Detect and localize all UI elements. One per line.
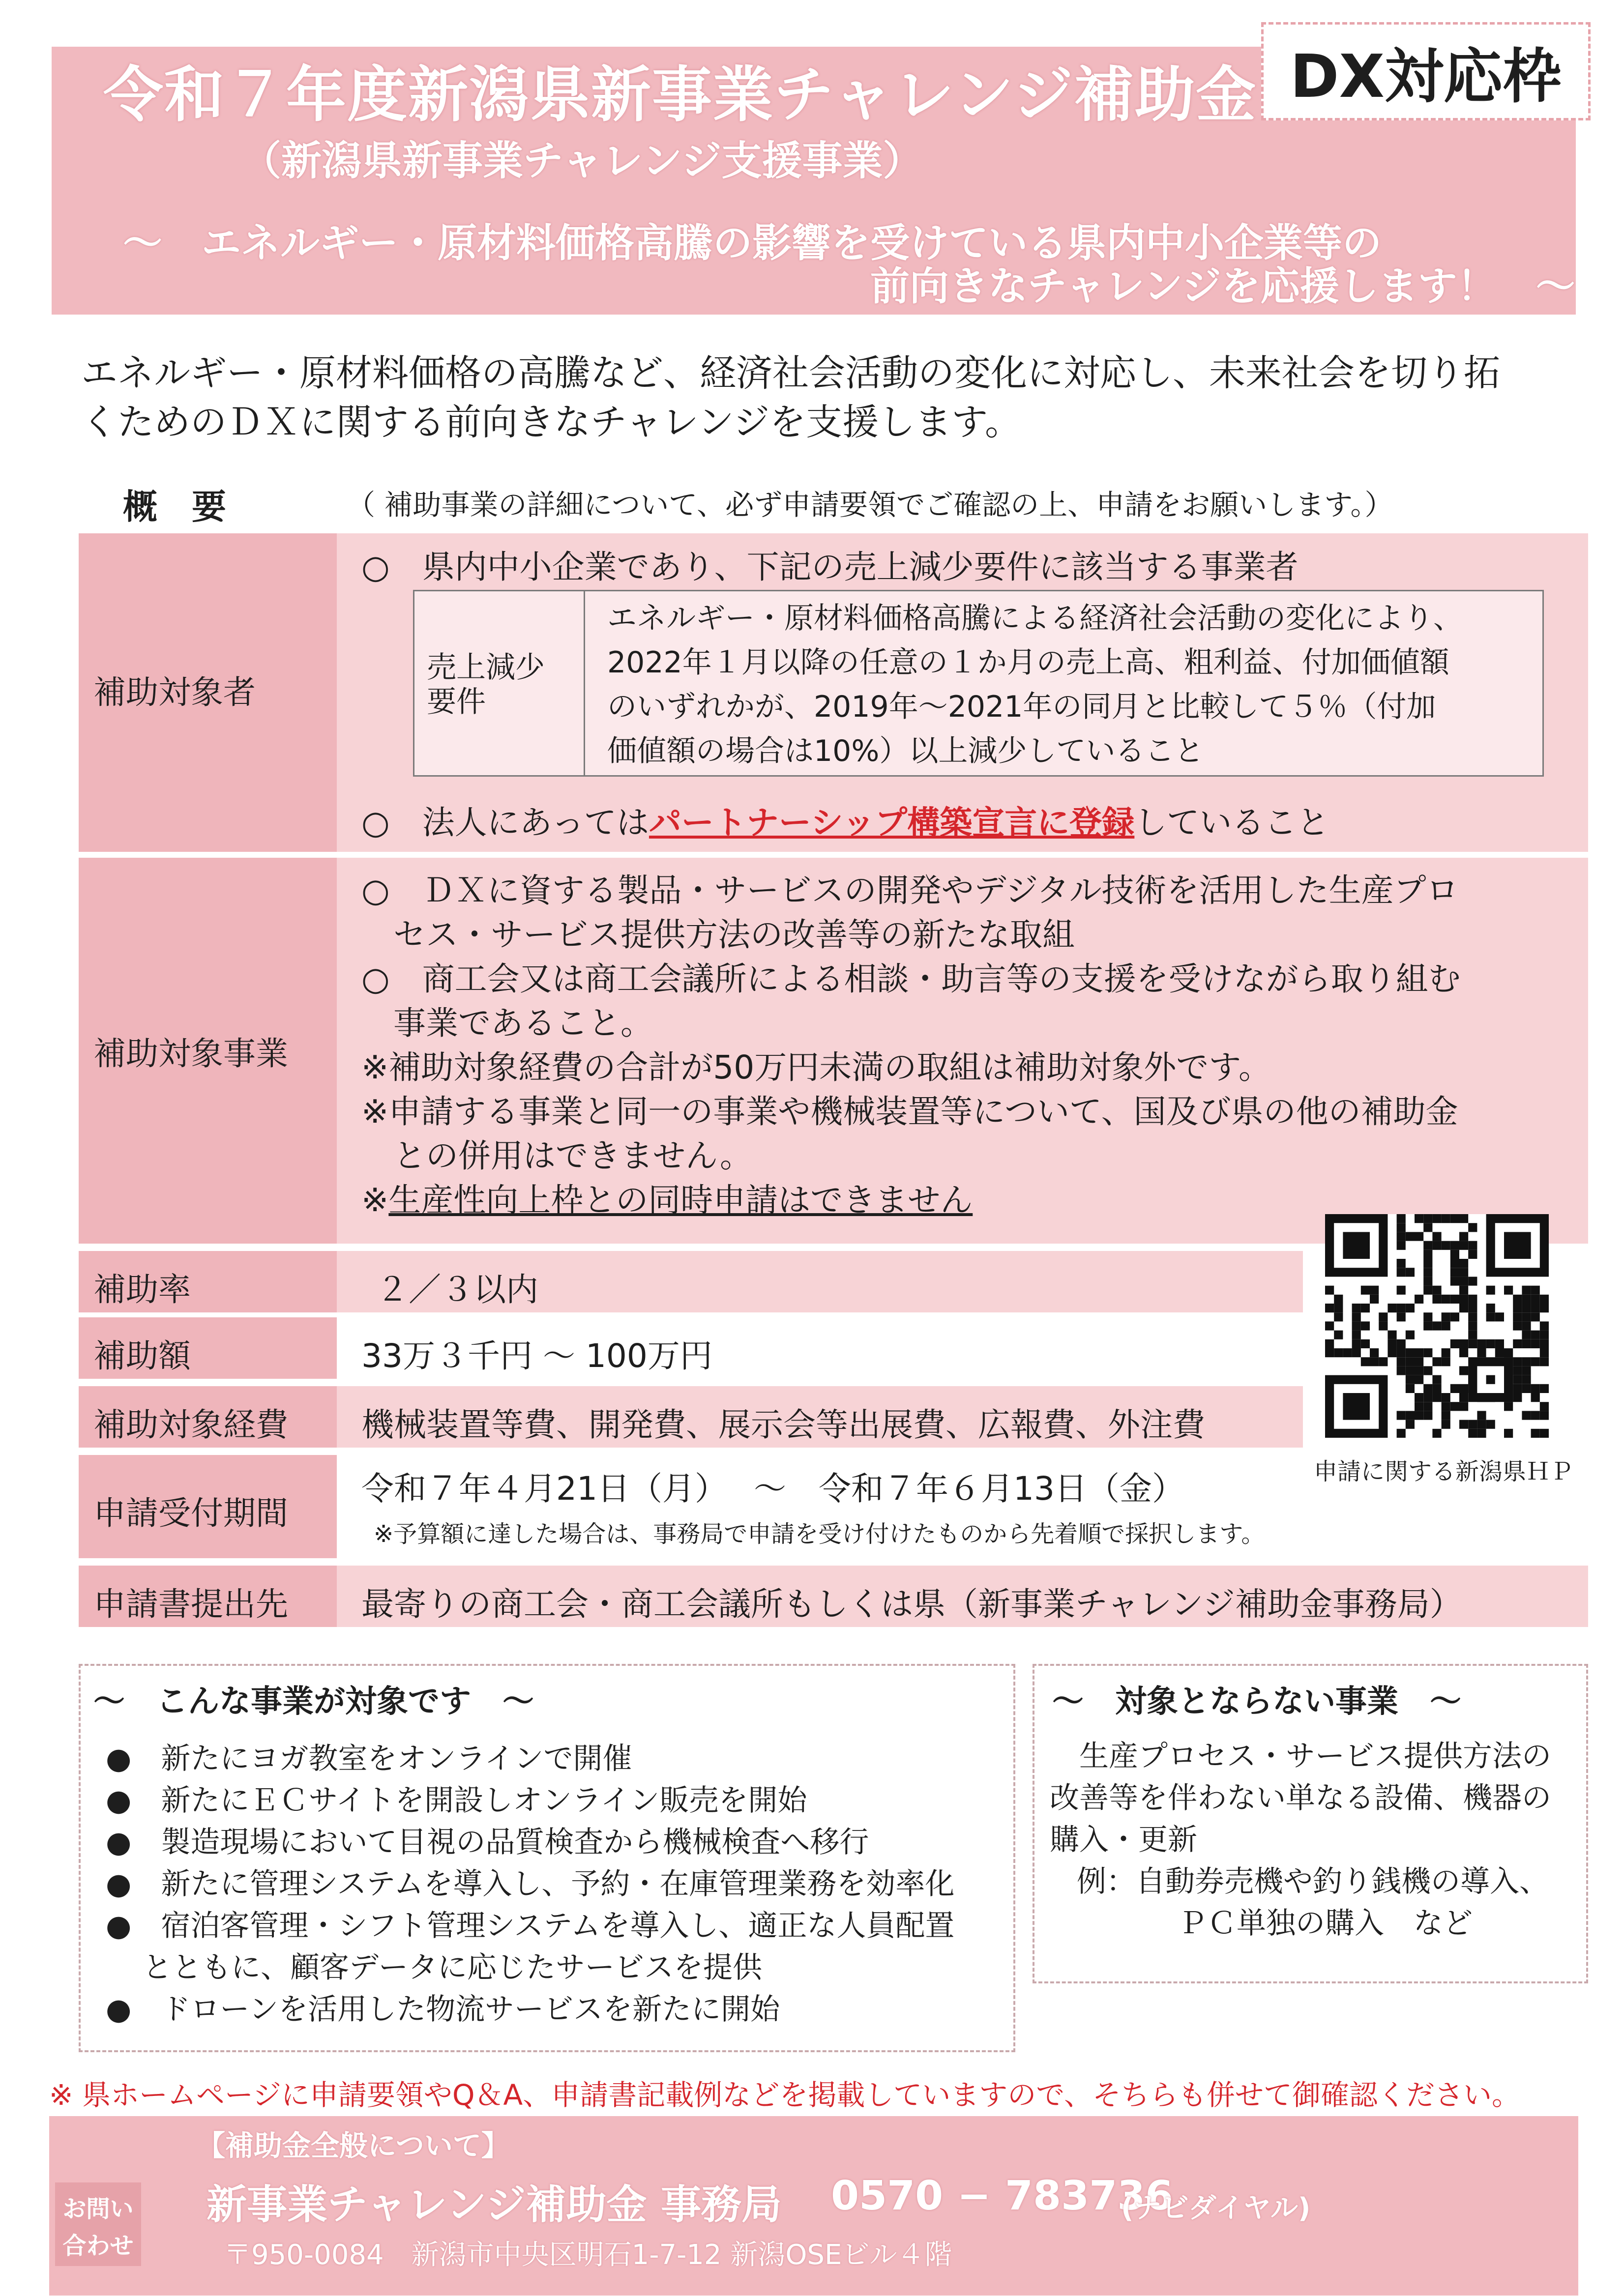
eligible-example-2: ● 新たにＥＣサイトを開設しオンライン販売を開始 [106, 1783, 807, 1818]
amount-value: 33万３千円 ～ 100万円 [361, 1337, 712, 1375]
label-submit: 申請書提出先 [93, 1585, 288, 1623]
outline-note: （ 補助事業の詳細について、必ず申請要領でご確認の上、申請をお願いします。） [347, 488, 1393, 522]
contact-topic: 【補助金全般について】 [197, 2129, 510, 2162]
intro-line-1: エネルギー・原材料価格の高騰など、経済社会活動の変化に対応し、未来社会を切り拓 [81, 352, 1500, 394]
period-note: ※予算額に達した場合は、事務局で申請を受け付けたものから先着順で採択します。 [374, 1520, 1265, 1548]
intro-line-2: くためのＤＸに関する前向きなチャレンジを支援します。 [81, 401, 1022, 443]
non-eligible-heading: ～ 対象とならない事業 ～ [1052, 1684, 1461, 1720]
sales-requirement-line-3: のいずれかが、2019年～2021年の同月と比較して５％（付加 [607, 690, 1436, 724]
non-eligible-line-2: 改善等を伴わない単なる設備、機器の [1050, 1781, 1551, 1815]
rate-value: ２／３以内 [376, 1271, 538, 1308]
label-rate: 補助率 [93, 1271, 191, 1308]
non-eligible-line-5: ＰＣ単独の購入 など [1178, 1906, 1473, 1941]
submit-value: 最寄りの商工会・商工会議所もしくは県（新事業チャレンジ補助金事務局） [361, 1585, 1462, 1623]
tagline-line-1: ～ エネルギー・原材料価格高騰の影響を受けている県内中小企業等の [123, 220, 1382, 266]
sales-requirement-divider [584, 590, 585, 777]
label-expenses: 補助対象経費 [93, 1406, 288, 1444]
project-line-8 [361, 1174, 973, 1221]
qr-code[interactable] [1325, 1214, 1549, 1438]
inquiry-label-2: 合わせ [62, 2232, 134, 2260]
eligible-examples-heading: ～ こんな事業が対象です ～ [93, 1684, 534, 1720]
inquiry-label-1: お問い [62, 2195, 134, 2223]
label-period: 申請受付期間 [93, 1494, 288, 1532]
eligible-example-1: ● 新たにヨガ教室をオンラインで開催 [106, 1742, 632, 1776]
label-project: 補助対象事業 [93, 1035, 288, 1073]
project-line-6: ※申請する事業と同一の事業や機械装置等について、国及び県の他の補助金 [361, 1093, 1458, 1131]
sales-requirement-line-4: 価値額の場合は10%）以上減少していること [607, 734, 1204, 768]
project-line-5: ※補助対象経費の合計が50万円未満の取組は補助対象外です。 [361, 1048, 1271, 1086]
sales-requirement-label-1: 売上減少 [427, 650, 545, 685]
eligible-example-5: ● 宿泊客管理・シフト管理システムを導入し、適正な人員配置 [106, 1909, 955, 1943]
qr-caption: 申請に関する新潟県ＨＰ [1314, 1458, 1574, 1485]
expenses-value: 機械装置等費、開発費、展示会等出展費、広報費、外注費 [361, 1406, 1205, 1444]
outline-heading: 概要 [123, 487, 261, 527]
non-eligible-line-3: 購入・更新 [1050, 1823, 1197, 1857]
partnership-declaration-link[interactable]: パートナーシップ構築宣言に登録 [649, 804, 1135, 842]
qr-code-graphic [1325, 1214, 1549, 1438]
project-line-1: ○ ＤＸに資する製品・サービスの開発やデジタル技術を活用した生産プロ [361, 872, 1459, 909]
dx-badge: DX対応枠 [1290, 43, 1562, 111]
label-target: 補助対象者 [93, 673, 256, 711]
non-eligible-line-1: 生産プロセス・サービス提供方法の [1079, 1739, 1551, 1773]
sales-requirement-line-1: エネルギー・原材料価格高騰による経済社会活動の変化により、 [607, 601, 1463, 636]
website-footnote: ※ 県ホームページに申請要領やQ＆A、申請書記載例などを掲載していますので、そちらも併せて御確認ください。 [49, 2078, 1521, 2112]
period-value: 令和７年４月21日（月） ～ 令和７年６月13日（金） [361, 1470, 1184, 1508]
eligible-example-3: ● 製造現場において目視の品質検査から機械検査へ移行 [106, 1825, 869, 1860]
project-line-3: ○ 商工会又は商工会議所による相談・助言等の支援を受けながら取り組む [361, 960, 1461, 998]
target-item-1: ○ 県内中小企業であり、下記の売上減少要件に該当する事業者 [361, 548, 1299, 586]
contact-address: 〒950-0084 新潟市中央区明石1-7-12 新潟OSEビル４階 [224, 2239, 952, 2271]
project-line-4: 事業であること。 [393, 1004, 653, 1042]
non-eligible-line-4: 例：自動券売機や釣り銭機の導入、 [1077, 1864, 1549, 1899]
eligible-example-6: ● ドローンを活用した物流サービスを新たに開始 [106, 1992, 780, 2027]
sales-requirement-line-2: 2022年１月以降の任意の１か月の売上高、粗利益、付加価値額 [607, 645, 1449, 680]
contact-dial-note: (ナビダイヤル) [1121, 2192, 1311, 2224]
project-line-8-prefix: ※ [361, 1181, 389, 1219]
tagline-line-2: 前向きなチャレンジを応援します！ ～ [870, 263, 1575, 309]
target-item-2 [361, 796, 1329, 843]
page-subtitle: （新潟県新事業チャレンジ支援事業） [241, 138, 923, 184]
target-item-2-prefix: ○ 法人にあっては [361, 804, 649, 842]
project-line-7: との併用はできません。 [393, 1137, 752, 1175]
label-amount: 補助額 [93, 1337, 191, 1375]
target-item-2-suffix: していること [1134, 804, 1329, 842]
contact-phone[interactable]: 0570 − 783736 [831, 2173, 1174, 2219]
project-line-2: セス・サービス提供方法の改善等の新たな取組 [393, 916, 1075, 954]
page-title: 令和７年度新潟県新事業チャレンジ補助金 [103, 60, 1257, 130]
project-line-8-text: 生産性向上枠との同時申請はできません [388, 1181, 973, 1219]
eligible-example-4: ● 新たに管理システムを導入し、予約・在庫管理業務を効率化 [106, 1867, 955, 1901]
sales-requirement-label-2: 要件 [427, 685, 486, 719]
contact-office: 新事業チャレンジ補助金 事務局 [207, 2181, 782, 2228]
eligible-example-5-cont: とともに、顧客データに応じたサービスを提供 [143, 1950, 762, 1985]
